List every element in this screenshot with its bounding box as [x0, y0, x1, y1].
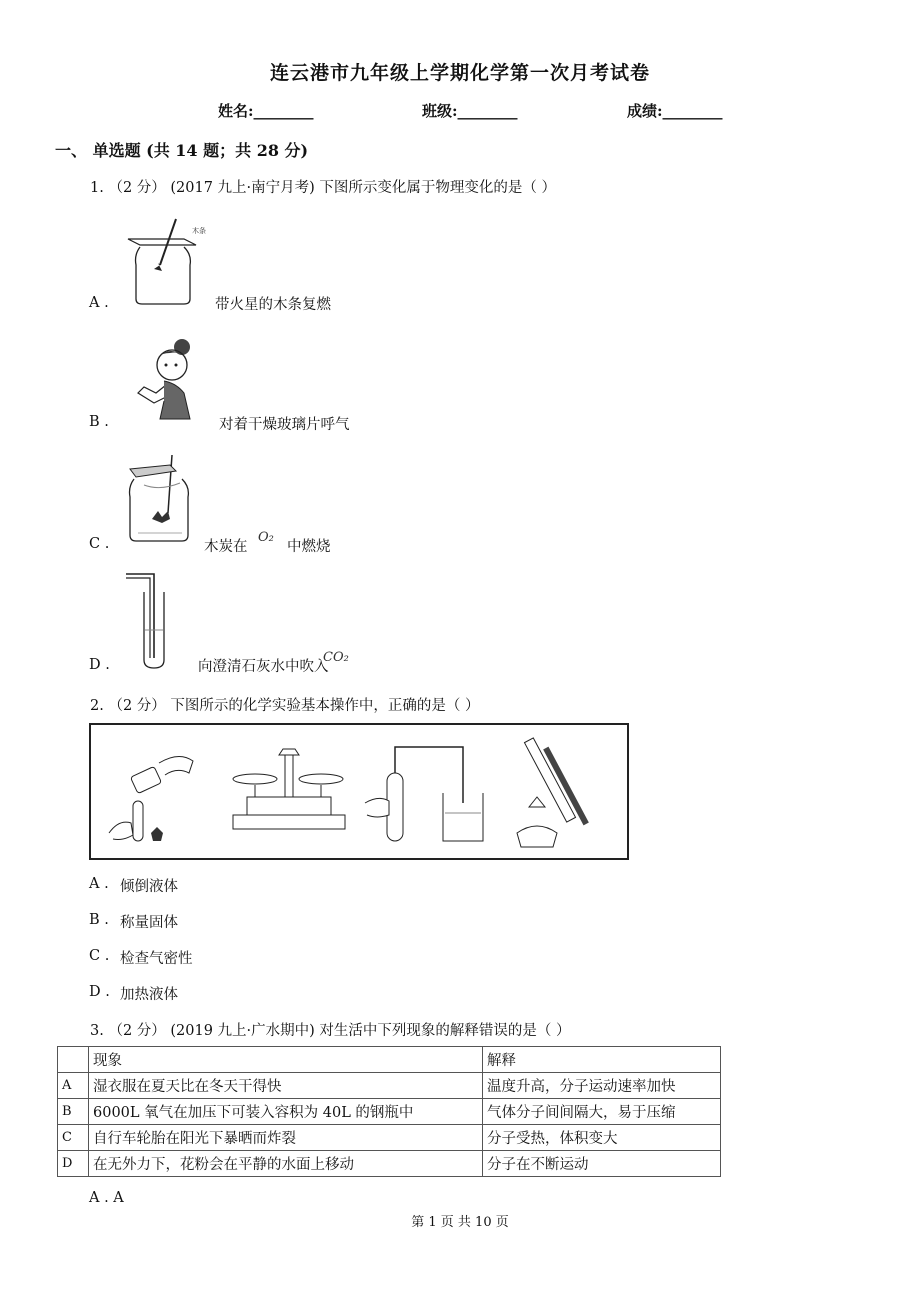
table-row [58, 1073, 721, 1099]
table-cell: 自行车轮胎在阳光下暴晒而炸裂 [89, 1125, 483, 1151]
page-number: 第 1 页 共 10 页 [411, 1215, 509, 1230]
q1-option-c-text-before: 木炭在 [204, 539, 248, 555]
table-row [58, 1099, 721, 1125]
q2-option-b-text: 称量固体 [120, 915, 178, 931]
table-cell: A [58, 1073, 89, 1099]
q1-option-b-letter[interactable]: B . [89, 414, 109, 430]
table-cell: 分子受热，体积变大 [483, 1125, 721, 1151]
table-cell: 温度升高，分子运动速率加快 [483, 1073, 721, 1099]
table-header-row [58, 1047, 721, 1073]
table-cell: B [58, 1099, 89, 1125]
figure-girl-breathing [130, 335, 198, 423]
table-header-cell: 解释 [483, 1047, 721, 1073]
q1-option-a-text: 带火星的木条复燃 [215, 297, 331, 313]
q2-option-c-text: 检查气密性 [120, 951, 193, 967]
table-row [58, 1125, 721, 1151]
q1-option-c-letter[interactable]: C . [89, 536, 110, 552]
table-cell: C [58, 1125, 89, 1151]
q3-option-a[interactable]: A . A [89, 1190, 124, 1206]
table-cell: 湿衣服在夏天比在冬天干得快 [89, 1073, 483, 1099]
section-heading: 一、 单选题 (共 14 题；共 28 分) [55, 141, 309, 160]
question-2-stem: 2. （2 分） 下图所示的化学实验基本操作中，正确的是（ ） [90, 698, 480, 714]
figure-jar-splint [126, 215, 206, 307]
figure-charcoal-jar [124, 455, 196, 547]
table-header-cell [58, 1047, 89, 1073]
q2-option-a-letter[interactable]: A . [89, 876, 109, 892]
figure-lab-operations [89, 723, 629, 860]
question-3-stem: 3. （2 分） (2019 九上·广水期中) 对生活中下列现象的解释错误的是（ ） [90, 1023, 571, 1039]
q1-option-a-letter[interactable]: A . [89, 295, 109, 311]
table-cell: D [58, 1151, 89, 1177]
name-field-label: 姓名:________ [218, 102, 314, 120]
q2-option-d-text: 加热液体 [120, 987, 178, 1003]
q1-option-c-text-after: 中燃烧 [287, 539, 331, 555]
q1-option-d-text: 向澄清石灰水中吹入 [198, 659, 329, 675]
score-field-label: 成绩:________ [627, 102, 723, 120]
q1-option-b-text: 对着干燥玻璃片呼气 [219, 417, 350, 433]
q1-option-d-letter[interactable]: D . [89, 657, 110, 673]
table-cell: 6000L 氧气在加压下可装入容积为 40L 的钢瓶中 [89, 1099, 483, 1125]
table-header-cell: 现象 [89, 1047, 483, 1073]
q2-option-d-letter[interactable]: D . [89, 984, 110, 1000]
figure-limewater-tube [124, 570, 184, 670]
class-field-label: 班级:________ [422, 102, 518, 120]
table-cell: 在无外力下，花粉会在平静的水面上移动 [89, 1151, 483, 1177]
table-row [58, 1151, 721, 1177]
co2-formula: CO₂ [323, 650, 349, 665]
q2-option-b-letter[interactable]: B . [89, 912, 109, 928]
question-3-table [57, 1046, 721, 1177]
q2-option-a-text: 倾倒液体 [120, 879, 178, 895]
page-title: 连云港市九年级上学期化学第一次月考试卷 [269, 62, 650, 84]
o2-formula: O₂ [258, 530, 274, 545]
question-1-stem: 1. （2 分） (2017 九上·南宁月考) 下图所示变化属于物理变化的是（ ） [90, 180, 557, 196]
table-cell: 气体分子间间隔大，易于压缩 [483, 1099, 721, 1125]
svg-text:木条: 木条 [192, 227, 206, 235]
q2-option-c-letter[interactable]: C . [89, 948, 110, 964]
table-cell: 分子在不断运动 [483, 1151, 721, 1177]
